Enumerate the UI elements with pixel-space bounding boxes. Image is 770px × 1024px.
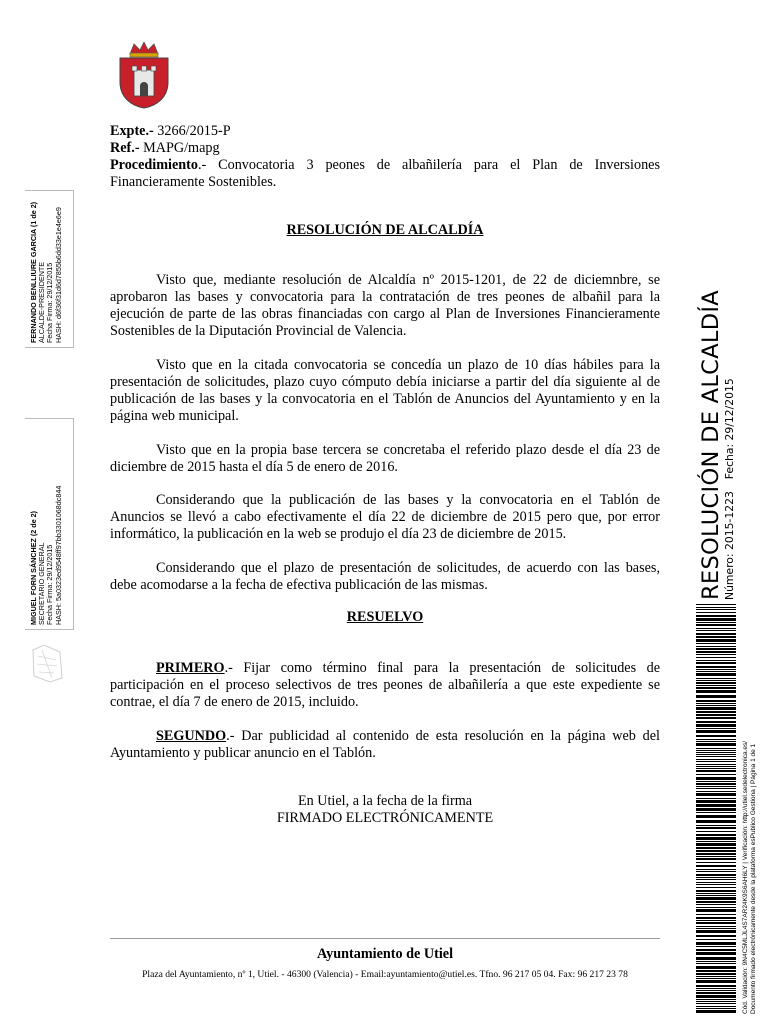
barcode-bar bbox=[696, 879, 736, 880]
barcode-bar bbox=[696, 628, 736, 629]
segundo-text: .- Dar publicidad al contenido de esta resolución en la página web del Ayuntamiento y publicar anuncio en el Tablón. bbox=[110, 728, 660, 761]
barcode-bar bbox=[696, 739, 736, 740]
barcode-bar bbox=[696, 841, 736, 842]
barcode-bar bbox=[696, 990, 736, 991]
barcode-bar bbox=[696, 843, 736, 846]
barcode-bar bbox=[696, 754, 736, 755]
barcode-bar bbox=[696, 853, 736, 855]
barcode-bar bbox=[696, 633, 736, 635]
barcode-bar bbox=[696, 662, 736, 664]
signer-name-2: MIGUEL FORN SÁNCHEZ (2 de 2) bbox=[29, 510, 38, 625]
segundo-label: SEGUNDO bbox=[156, 728, 227, 744]
barcode-bar bbox=[696, 666, 736, 668]
barcode-bar bbox=[696, 992, 736, 994]
barcode-bar bbox=[696, 660, 736, 661]
barcode-bar bbox=[696, 743, 736, 746]
validation-code-line: Cód. Validación: 9N4C5MLJL4S7AR24K9S6AH6LY | Verificación: http://utiel.sedelectronica.es/ bbox=[742, 740, 749, 1014]
barcode-bar bbox=[696, 766, 736, 767]
barcode-bar bbox=[696, 890, 736, 892]
barcode-bar bbox=[696, 768, 736, 769]
barcode-bar bbox=[696, 622, 736, 623]
platform-signature-line: Documento firmado electrónicamente desde la plataforma esPublico Gestiona | Página 1 de 1 bbox=[749, 743, 757, 1014]
barcode-bar bbox=[696, 721, 736, 723]
barcode-bar bbox=[696, 798, 736, 799]
barcode-bar bbox=[696, 957, 736, 960]
barcode-bar bbox=[696, 847, 736, 849]
primero-label: PRIMERO bbox=[156, 660, 225, 676]
footer-title: Ayuntamiento de Utiel bbox=[316, 946, 454, 962]
barcode-bar bbox=[696, 714, 736, 716]
barcode-bar bbox=[696, 917, 736, 919]
barcode-bar bbox=[696, 615, 736, 617]
barcode-bar bbox=[696, 914, 736, 915]
barcode-bar bbox=[696, 759, 736, 760]
barcode-bar bbox=[696, 869, 736, 870]
barcode-bar bbox=[696, 682, 736, 684]
barcode-bar bbox=[696, 756, 736, 757]
barcode-bar bbox=[696, 961, 736, 962]
closing-signed: FIRMADO ELECTRÓNICAMENTE bbox=[276, 810, 494, 826]
barcode-bar bbox=[696, 837, 736, 840]
barcode-bar bbox=[696, 973, 736, 975]
barcode-bar bbox=[696, 793, 736, 796]
barcode-bar bbox=[696, 646, 736, 647]
signer-role-2: SECRETARIO GENERAL bbox=[37, 542, 47, 625]
barcode-bar bbox=[696, 604, 736, 605]
barcode-bar bbox=[696, 812, 736, 813]
barcode-bar bbox=[696, 1008, 736, 1009]
barcode-bar bbox=[696, 804, 736, 807]
signer-hash-2: HASH: 5a0323ed9548ff97bb3301068dc844 bbox=[53, 485, 63, 625]
barcode-bar bbox=[696, 882, 736, 883]
barcode-bar bbox=[696, 673, 736, 676]
barcode-bar bbox=[696, 884, 736, 885]
barcode-bar bbox=[696, 690, 736, 693]
side-fecha: Fecha: 29/12/2015 bbox=[723, 378, 736, 480]
paragraph-3: Visto que en la propia base tercera se concretaba el referido plazo desde el día 23 de diciembre de 2015 hasta el día 5 de enero de 2016. bbox=[110, 442, 660, 475]
barcode-bar bbox=[696, 777, 736, 780]
barcode-bar bbox=[696, 685, 736, 686]
footer-divider bbox=[110, 938, 660, 939]
barcode-bar bbox=[696, 707, 736, 710]
barcode-bar bbox=[696, 946, 736, 947]
resuelvo-heading: RESUELVO bbox=[346, 609, 424, 625]
barcode-bar bbox=[696, 942, 736, 945]
barcode-bar bbox=[696, 669, 736, 670]
signature-block-2 bbox=[30, 486, 63, 625]
barcode-bar bbox=[696, 750, 736, 751]
validation-barcode bbox=[696, 604, 736, 1014]
barcode-bar bbox=[696, 928, 736, 929]
barcode-bar bbox=[696, 920, 736, 921]
barcode-bar bbox=[696, 850, 736, 852]
barcode-bar bbox=[696, 1006, 736, 1007]
barcode-bar bbox=[696, 976, 736, 977]
side-numero: Número: 2015-1223 bbox=[723, 491, 736, 600]
barcode-bar bbox=[696, 887, 736, 888]
barcode-bar bbox=[696, 901, 736, 903]
barcode-bar bbox=[696, 980, 736, 983]
barcode-bar bbox=[696, 907, 736, 908]
barcode-bar bbox=[696, 618, 736, 621]
barcode-bar bbox=[696, 700, 736, 702]
document-title: RESOLUCIÓN DE ALCALDÍA bbox=[286, 222, 484, 238]
paragraph-4: Considerando que la publicación de las bases y la convocatoria en el Tablón de Anuncios se llevó a cabo efectivamente el día 22 de diciembre de 2015 pero que, por error informático, la publicación en la web se produjo el día 23 de diciembre de 2015. bbox=[110, 492, 660, 542]
barcode-bar bbox=[696, 985, 736, 987]
paragraph-5: Considerando que el plazo de presentación de solicitudes, de acuerdo con las bases, debe acomodarse a la fecha de efectiva publicación de las mismas. bbox=[110, 560, 660, 593]
barcode-bar bbox=[696, 988, 736, 989]
barcode-bar bbox=[696, 711, 736, 713]
barcode-bar bbox=[696, 978, 736, 979]
barcode-bar bbox=[696, 770, 736, 772]
signer-name-1: FERNANDO BENLLIURE GARCIA (1 de 2) bbox=[29, 201, 38, 343]
barcode-bar bbox=[696, 827, 736, 829]
barcode-bar bbox=[696, 966, 736, 969]
barcode-bar bbox=[696, 970, 736, 972]
barcode-bar bbox=[696, 909, 736, 912]
ref-value: MAPG/mapg bbox=[139, 140, 220, 156]
barcode-bar bbox=[696, 783, 736, 785]
barcode-bar bbox=[696, 741, 736, 742]
barcode-bar bbox=[696, 895, 736, 896]
barcode-bar bbox=[696, 695, 736, 698]
barcode-bar bbox=[696, 808, 736, 811]
barcode-bar bbox=[696, 904, 736, 905]
barcode-bar bbox=[696, 935, 736, 937]
barcode-bar bbox=[696, 609, 736, 610]
barcode-bar bbox=[696, 788, 736, 789]
barcode-bar bbox=[696, 862, 736, 863]
barcode-bar bbox=[696, 995, 736, 998]
barcode-bar bbox=[696, 643, 736, 644]
barcode-bar bbox=[696, 800, 736, 803]
barcode-bar bbox=[696, 893, 736, 894]
barcode-bar bbox=[696, 1003, 736, 1004]
barcode-bar bbox=[696, 687, 736, 689]
barcode-bar bbox=[696, 791, 736, 792]
barcode-bar bbox=[696, 657, 736, 658]
barcode-bar bbox=[696, 774, 736, 775]
barcode-bar bbox=[696, 963, 736, 964]
barcode-bar bbox=[696, 825, 736, 826]
side-number-date bbox=[723, 366, 736, 600]
barcode-bar bbox=[696, 820, 736, 823]
closing-place-date: En Utiel, a la fecha de la firma bbox=[297, 793, 473, 809]
procedimiento-label: Procedimiento bbox=[110, 157, 198, 173]
barcode-bar bbox=[696, 1001, 736, 1002]
barcode-bar bbox=[696, 607, 736, 608]
coat-of-arms-logo bbox=[116, 40, 172, 110]
barcode-bar bbox=[696, 952, 736, 955]
signer-hash-1: HASH: d6f36f31d6d7855b6dd33e1e4e6e9 bbox=[53, 207, 63, 343]
barcode-bar bbox=[696, 671, 736, 672]
barcode-bar bbox=[696, 648, 736, 650]
barcode-bar bbox=[696, 748, 736, 749]
barcode-bar bbox=[696, 624, 736, 626]
primero-text: .- Fijar como término final para la presentación de solicitudes de participación en el proceso selectivos de tres peones de albañilería a que este expediente se contrae, el día 7 de enero de 2015, incluido. bbox=[110, 660, 660, 710]
barcode-bar bbox=[696, 752, 736, 753]
expte-label: Expte.- bbox=[110, 123, 154, 139]
signer-date-2: Fecha Firma: 29/12/2015 bbox=[45, 544, 55, 625]
expediente-header bbox=[110, 123, 660, 191]
barcode-bar bbox=[696, 877, 736, 878]
barcode-bar bbox=[696, 865, 736, 867]
procedimiento-value: .- Convocatoria 3 peones de albañilería para el Plan de Inversiones Financieramente Sostenibles. bbox=[110, 157, 660, 190]
barcode-bar bbox=[696, 764, 736, 765]
barcode-bar bbox=[696, 897, 736, 900]
barcode-bar bbox=[696, 651, 736, 653]
barcode-bar bbox=[696, 678, 736, 679]
expte-value: 3266/2015-P bbox=[153, 123, 231, 139]
barcode-bar bbox=[696, 871, 736, 872]
barcode-bar bbox=[696, 761, 736, 762]
closing-block bbox=[110, 793, 660, 827]
barcode-bar bbox=[696, 999, 736, 1000]
segundo-paragraph bbox=[110, 728, 660, 762]
barcode-bar bbox=[696, 786, 736, 787]
barcode-bar bbox=[696, 949, 736, 951]
barcode-bar bbox=[696, 680, 736, 681]
barcode-bar bbox=[696, 636, 736, 638]
barcode-bar bbox=[696, 856, 736, 857]
barcode-bar bbox=[696, 831, 736, 832]
barcode-bar bbox=[696, 630, 736, 631]
barcode-bar bbox=[696, 815, 736, 818]
barcode-bar bbox=[696, 724, 736, 727]
barcode-bar bbox=[696, 926, 736, 927]
barcode-bar bbox=[696, 930, 736, 933]
signature-block-1 bbox=[30, 202, 63, 343]
footer-address: Plaza del Ayuntamiento, nº 1, Utiel. - 46300 (Valencia) - Email:ayuntamiento@utiel.es. Tfno. 96 217 05 04. Fax: 96 217 23 78 bbox=[142, 969, 628, 980]
barcode-bar bbox=[696, 1010, 736, 1013]
barcode-bar bbox=[696, 639, 736, 642]
primero-paragraph bbox=[110, 660, 660, 711]
barcode-bar bbox=[696, 654, 736, 655]
barcode-bar bbox=[696, 922, 736, 924]
validation-code-block bbox=[742, 741, 757, 1014]
signer-date-1: Fecha Firma: 29/12/2015 bbox=[45, 262, 55, 343]
barcode-bar bbox=[696, 730, 736, 733]
barcode-bar bbox=[696, 735, 736, 737]
barcode-bar bbox=[696, 834, 736, 836]
barcode-bar bbox=[696, 717, 736, 719]
barcode-bar bbox=[696, 728, 736, 729]
faint-stamp-image bbox=[30, 642, 64, 684]
barcode-bar bbox=[696, 703, 736, 704]
side-document-title: RESOLUCIÓN DE ALCALDÍA bbox=[698, 290, 724, 600]
barcode-bar bbox=[696, 705, 736, 706]
barcode-bar bbox=[696, 612, 736, 613]
barcode-bar bbox=[696, 858, 736, 860]
barcode-bar bbox=[696, 781, 736, 782]
paragraph-2: Visto que en la citada convocatoria se concedía un plazo de 10 días hábiles para la presentación de solicitudes, plazo cuyo cómputo debía iniciarse a partir del día siguiente al de publicación de las bases y la convocatoria en el Tablón de Anuncios del Ayuntamiento y en la página web municipal. bbox=[110, 357, 660, 424]
barcode-bar bbox=[696, 874, 736, 876]
signer-role-1: ALCALDE-PRESIDENTE bbox=[37, 261, 47, 343]
paragraph-1: Visto que, mediante resolución de Alcaldía nº 2015-1201, de 22 de diciemnbre, se aprobaron las bases y convocatoria para la contratación de tres peones de albañil para la ejecución de parte de las obras financiadas con cargo al Plan de Inversiones Financieramente Sostenibles de la Diputación Provincial de Valencia. bbox=[110, 272, 660, 339]
barcode-bar bbox=[696, 939, 736, 940]
ref-label: Ref.- bbox=[110, 140, 140, 156]
